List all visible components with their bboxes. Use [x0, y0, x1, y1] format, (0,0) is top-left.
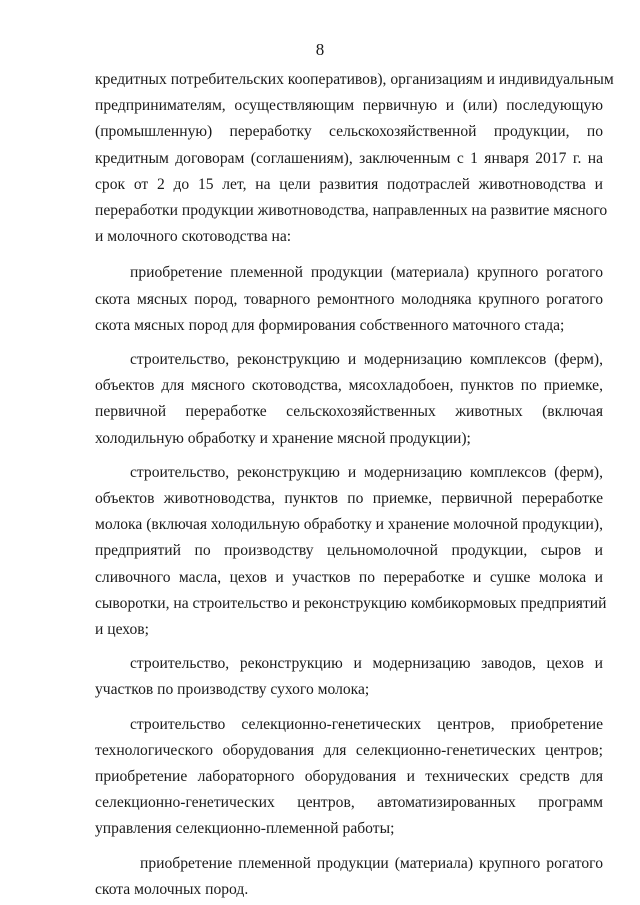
text-line: селекционно-генетических центров, автоматизированных программ	[95, 794, 603, 812]
text-line: строительство, реконструкцию и модернизацию комплексов (ферм),	[130, 351, 603, 369]
text-line: переработки продукции животноводства, направленных на развитие мясного	[95, 202, 608, 220]
text-line: управления селекционно-племенной работы;	[95, 820, 395, 838]
text-line: сыворотки, на строительство и реконструкцию комбикормовых предприятий	[95, 594, 607, 612]
text-line: холодильную обработку и хранение мясной продукции);	[95, 429, 471, 447]
text-line: (промышленную) переработку сельскохозяйственной продукции, по	[95, 123, 603, 141]
paragraph-beef-breeding-stock	[95, 260, 603, 339]
text-line: участков по производству сухого молока;	[95, 681, 370, 699]
text-line: технологического оборудования для селекционно-генетических центров;	[95, 741, 603, 759]
text-line: срок от 2 до 15 лет, на цели развития подотраслей животноводства и	[95, 175, 603, 193]
page-number: 8	[315, 40, 325, 59]
paragraph-breeding-centers	[95, 712, 603, 843]
text-line: скота мясных пород, товарного ремонтного молодняка крупного рогатого	[95, 290, 603, 308]
text-line: и цехов;	[95, 621, 149, 639]
text-line: сливочного масла, цехов и участков по переработке и сушке молока и	[95, 568, 603, 586]
text-line: предпринимателям, осуществляющим первичную и (или) последующую	[95, 97, 603, 115]
text-line: скота мясных пород для формирования собственного маточного стада;	[95, 316, 565, 334]
text-line: молока (включая холодильную обработку и хранение молочной продукции),	[95, 516, 603, 534]
text-line: первичной переработке сельскохозяйственных животных (включая	[95, 403, 603, 421]
text-line: приобретение племенной продукции (материала) крупного рогатого	[140, 854, 603, 872]
paragraph-beef-facilities	[95, 347, 603, 452]
paragraph-dairy-breeding-stock	[95, 851, 603, 903]
text-line: приобретение лабораторного оборудования и технических средств для	[95, 768, 603, 786]
document-body	[95, 67, 614, 903]
paragraph-credit-purposes	[95, 67, 614, 250]
text-line: строительство, реконструкцию и модернизацию заводов, цехов и	[130, 655, 603, 673]
text-line: кредитным договорам (соглашениям), заключенным с 1 января 2017 г. на	[95, 149, 603, 167]
text-line: кредитных потребительских кооперативов), организациям и индивидуальным	[95, 71, 614, 88]
text-line: и молочного скотоводства на:	[95, 228, 292, 246]
paragraph-dairy-facilities	[95, 460, 607, 643]
text-line: строительство, реконструкцию и модернизацию комплексов (ферм),	[130, 463, 603, 481]
text-line: предприятий по производству цельномолочной продукции, сыров и	[95, 542, 603, 560]
text-line: объектов для мясного скотоводства, мясохладобоен, пунктов по приемке,	[95, 377, 603, 395]
text-line: объектов животноводства, пунктов по приемке, первичной переработке	[95, 490, 603, 508]
paragraph-dry-milk-plants	[95, 651, 603, 703]
text-line: скота молочных пород.	[95, 880, 249, 898]
text-line: приобретение племенной продукции (материала) крупного рогатого	[130, 264, 603, 282]
text-line: строительство селекционно-генетических центров, приобретение	[130, 715, 603, 733]
